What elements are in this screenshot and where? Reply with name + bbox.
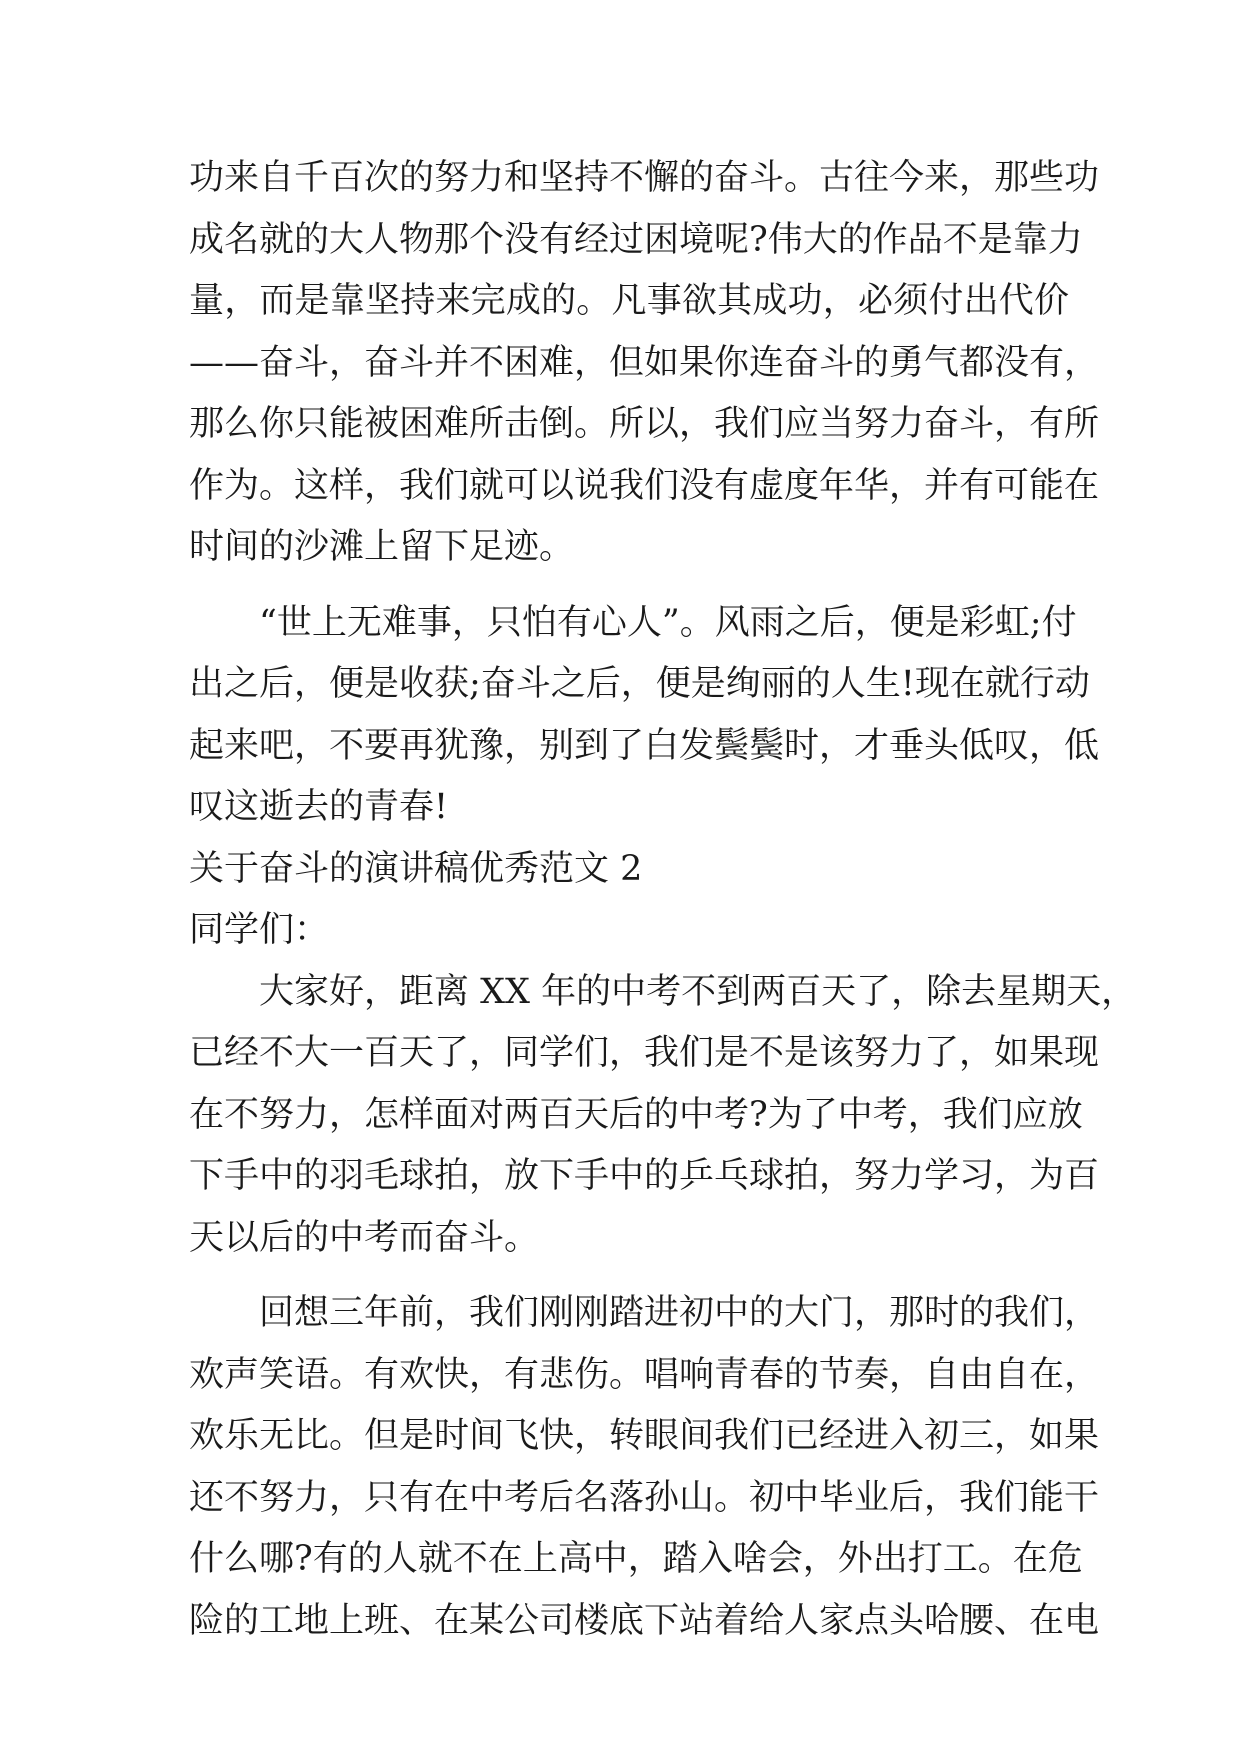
text-line: 险的工地上班、在某公司楼底下站着给人家点头哈腰、在电 [189, 1600, 1100, 1641]
paragraph-1 [189, 148, 1100, 579]
text-line: “世上无难事，只怕有心人”。风雨之后，便是彩虹;付 [259, 602, 1077, 643]
text-line: 欢声笑语。有欢快，有悲伤。唱响青春的节奏，自由自在， [189, 1354, 1100, 1395]
paragraph-2 [189, 593, 1100, 839]
text-line: 时间的沙滩上留下足迹。 [189, 527, 575, 567]
text-line: ——奋斗，奋斗并不困难，但如果你连奋斗的勇气都没有， [189, 342, 1100, 383]
paragraph-3 [189, 962, 1137, 1270]
text-line: 作为。这样，我们就可以说我们没有虚度年华，并有可能在 [189, 465, 1100, 506]
text-line: 已经不大一百天了，同学们，我们是不是该努力了，如果现 [189, 1033, 1100, 1073]
text-line: 功来自千百次的努力和坚持不懈的奋斗。古往今来，那些功 [189, 158, 1100, 198]
text-line: 下手中的羽毛球拍，放下手中的乒乓球拍，努力学习，为百 [189, 1156, 1100, 1196]
text-line: 什么哪?有的人就不在上高中，踏入啥会，外出打工。在危 [189, 1539, 1083, 1579]
section-heading: 关于奋斗的演讲稿优秀范文 2 [189, 848, 643, 889]
text-line: 那么你只能被困难所击倒。所以，我们应当努力奋斗，有所 [189, 404, 1100, 444]
paragraph-4 [189, 1283, 1100, 1652]
text-line: 大家好，距离 XX 年的中考不到两百天了，除去星期天， [259, 971, 1137, 1012]
text-line: 在不努力，怎样面对两百天后的中考?为了中考，我们应放 [189, 1094, 1083, 1135]
text-line: 天以后的中考而奋斗。 [189, 1217, 540, 1258]
text-line: 回想三年前，我们刚刚踏进初中的大门，那时的我们， [259, 1293, 1100, 1333]
text-line: 还不努力，只有在中考后名落孙山。初中毕业后，我们能干 [189, 1477, 1100, 1518]
salutation: 同学们： [189, 910, 330, 950]
text-line: 量，而是靠坚持来完成的。凡事欲其成功，必须付出代价 [189, 281, 1069, 321]
text-line: 出之后，便是收获;奋斗之后，便是绚丽的人生!现在就行动 [189, 664, 1090, 704]
text-line: 成名就的大人物那个没有经过困境呢?伟大的作品不是靠力 [189, 219, 1083, 260]
text-line: 起来吧，不要再犹豫，别到了白发鬓鬓时，才垂头低叹，低 [189, 725, 1100, 766]
text-line: 欢乐无比。但是时间飞快，转眼间我们已经进入初三，如果 [189, 1416, 1100, 1456]
paragraph-spacer [189, 1269, 1069, 1283]
document-body [189, 148, 1137, 1652]
text-line: 叹这逝去的青春! [189, 787, 449, 827]
paragraph-spacer [189, 579, 1069, 593]
